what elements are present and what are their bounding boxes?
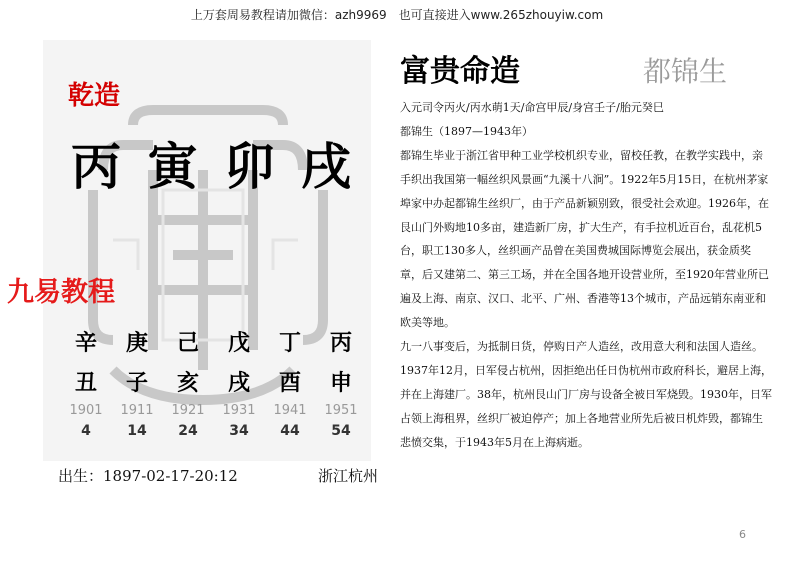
branch-3: 亥 xyxy=(176,370,199,396)
main-pillars xyxy=(61,132,361,202)
biography-panel xyxy=(398,40,774,92)
main-pillar-day: 卯 xyxy=(224,137,275,196)
paragraph-1: 入元司令丙火/丙水萌1天/命宫甲辰/身宫壬子/胎元癸巳 xyxy=(400,101,664,114)
bazi-chart-panel xyxy=(7,40,371,461)
branch-6: 申 xyxy=(329,370,352,396)
subject-name: 都锦生 xyxy=(643,55,728,88)
age-6: 54 xyxy=(331,423,351,439)
stem-4: 戊 xyxy=(227,330,250,356)
stem-3: 己 xyxy=(176,330,199,356)
luck-pillar-ages xyxy=(61,423,366,439)
age-5: 44 xyxy=(280,423,300,439)
header-banner: 上万套周易教程请加微信：azh9969 也可直接进入www.265zhouyiw.com xyxy=(190,8,604,22)
paragraph-2: 都锦生（1897—1943年） xyxy=(400,124,533,138)
page-number: 6 xyxy=(739,528,746,541)
birth-value: 1897-02-17-20:12 xyxy=(103,467,238,485)
age-3: 24 xyxy=(178,423,198,439)
birth-label: 出生： xyxy=(58,467,104,485)
year-6: 1951 xyxy=(324,403,358,418)
gender-label: 乾造 xyxy=(68,81,121,111)
year-2: 1911 xyxy=(120,403,154,418)
year-3: 1921 xyxy=(171,403,205,418)
paragraph-3: 都锦生毕业于浙江省甲种工业学校机织专业，留校任教，在教学实践中，亲手织出我国第一幅丝织风景画“九溪十八涧”。1922年5月15日，在杭州茅家埠家中办起都锦生丝织厂，由于产品新颖别致，很受社会欢迎。1926年，在艮山门外购地10多亩，建造新厂房，扩大生产，有手拉机近百台，乱花机5台，职工130多人，丝织画产品曾在美国费城国际博览会展出，获金质奖章，后又建第二、第三工场，并在全国各地开设营业所，至1920年营业所已遍及上海、南京、汉口、北平、广州、香港等13个城市，产品远销东南亚和欧美等地。 xyxy=(400,148,769,330)
stem-6: 丙 xyxy=(329,330,352,356)
birth-datetime xyxy=(58,465,238,486)
luck-pillar-stems xyxy=(61,326,366,357)
branch-5: 酉 xyxy=(278,370,301,396)
age-1: 4 xyxy=(81,423,91,439)
stem-5: 丁 xyxy=(278,330,301,356)
year-5: 1941 xyxy=(273,403,307,418)
year-4: 1931 xyxy=(222,403,256,418)
page-title: 富贵命造 xyxy=(400,54,520,89)
age-4: 34 xyxy=(229,423,249,439)
main-pillar-year: 丙 xyxy=(71,137,121,196)
brand-watermark: 九易教程 xyxy=(7,277,115,308)
branch-2: 子 xyxy=(125,370,148,396)
branch-4: 戌 xyxy=(227,370,250,396)
birth-place: 浙江杭州 xyxy=(317,467,378,485)
stem-2: 庚 xyxy=(125,330,148,356)
main-pillar-hour: 戌 xyxy=(300,137,351,196)
paragraph-4: 九一八事变后，为抵制日货，停购日产人造丝，改用意大利和法国人造丝。1937年12月，日军侵占杭州，因拒绝出任日伪杭州市政府科长，避居上海，并在上海建厂。38年，杭州艮山门厂房与设备全被日军烧毁。1930年，日军占领上海租界，丝织厂被迫停产；加上各地营业所先后被日机炸毁，都锦生悲愤交集，于1943年5月在上海病逝。 xyxy=(400,340,772,449)
luck-pillar-branches xyxy=(61,366,366,397)
biography-text xyxy=(400,96,772,455)
age-2: 14 xyxy=(127,423,147,439)
luck-pillar-years xyxy=(61,403,366,418)
main-pillar-month: 寅 xyxy=(147,137,198,196)
year-1: 1901 xyxy=(69,403,103,418)
branch-1: 丑 xyxy=(74,370,97,396)
title-row xyxy=(398,40,774,92)
stem-1: 辛 xyxy=(74,330,97,356)
birth-info xyxy=(58,465,378,486)
